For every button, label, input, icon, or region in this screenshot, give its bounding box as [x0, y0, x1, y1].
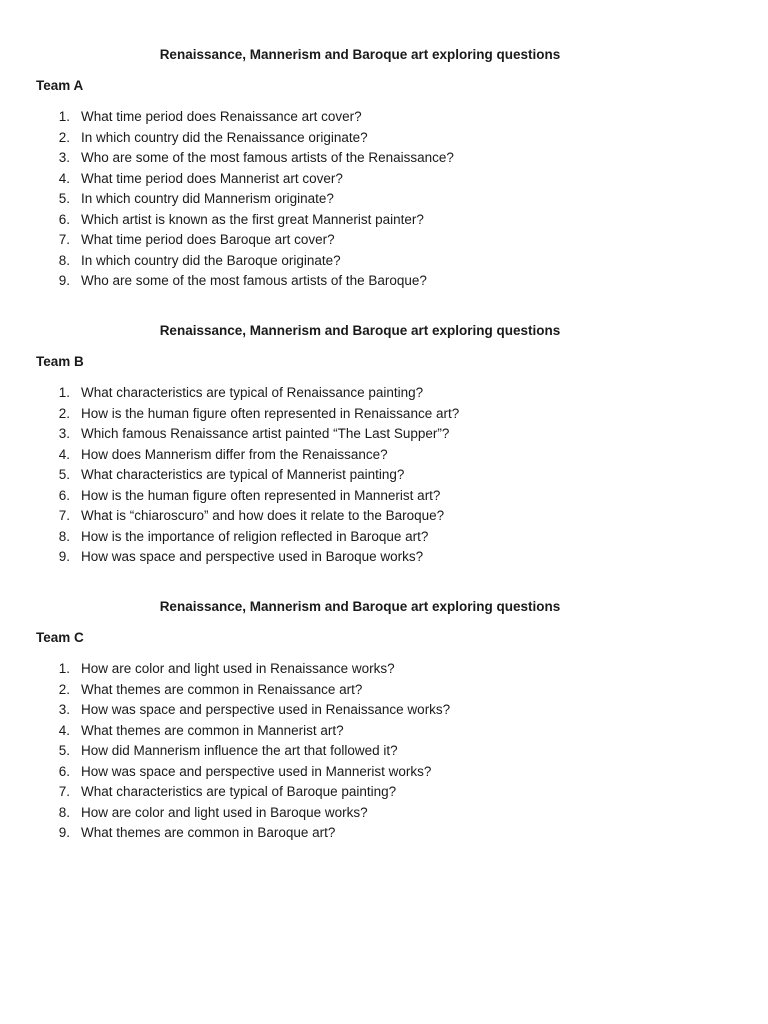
question-text: What characteristics are typical of Renaissance painting?: [81, 385, 424, 400]
question-text: How was space and perspective used in Renaissance works?: [81, 702, 451, 717]
question-number: 7.: [58, 232, 70, 247]
question-number: 1.: [58, 385, 70, 400]
question-number: 5.: [58, 743, 70, 758]
question-text: In which country did the Renaissance originate?: [81, 129, 368, 145]
question-text: What themes are common in Mannerist art?: [81, 722, 344, 738]
question-number: 1.: [58, 661, 70, 676]
question-number: 4.: [58, 446, 70, 462]
question-number: 6.: [58, 763, 70, 779]
question-number: 3.: [58, 702, 70, 717]
question-text: Which artist is known as the first great Mannerist painter?: [81, 211, 424, 227]
question-number: 9.: [58, 273, 70, 288]
question-number: 2.: [58, 129, 70, 145]
question-number: 8.: [58, 804, 70, 820]
question-number: 5.: [58, 191, 70, 206]
question-text: How was space and perspective used in Mannerist works?: [81, 763, 432, 779]
question-text: How was space and perspective used in Baroque works?: [81, 549, 424, 564]
question-text: In which country did Mannerism originate?: [81, 191, 334, 206]
question-text: What characteristics are typical of Mannerist painting?: [81, 467, 405, 482]
question-text: Which famous Renaissance artist painted “The Last Supper”?: [81, 426, 450, 441]
question-text: How does Mannerism differ from the Renaissance?: [81, 446, 388, 462]
question-text: How is the human figure often represented in Renaissance art?: [81, 405, 460, 421]
section-title: Renaissance, Mannerism and Baroque art exploring questions: [159, 599, 561, 614]
question-text: How did Mannerism influence the art that followed it?: [81, 743, 398, 758]
question-text: In which country did the Baroque originate?: [81, 252, 341, 268]
question-text: How is the human figure often represented in Mannerist art?: [81, 487, 441, 503]
question-text: What themes are common in Baroque art?: [81, 825, 336, 840]
question-text: How are color and light used in Renaissance works?: [81, 661, 395, 676]
question-text: What time period does Mannerist art cover?: [81, 170, 343, 186]
question-text: Who are some of the most famous artists of the Baroque?: [81, 273, 427, 288]
team-label: Team B: [36, 354, 84, 369]
question-number: 2.: [58, 681, 70, 697]
question-text: What time period does Renaissance art cover?: [81, 109, 362, 124]
question-text: What is “chiaroscuro” and how does it relate to the Baroque?: [81, 508, 445, 523]
question-number: 7.: [58, 784, 70, 799]
question-number: 5.: [58, 467, 70, 482]
question-text: What time period does Baroque art cover?: [81, 232, 335, 247]
question-number: 1.: [58, 109, 70, 124]
question-number: 3.: [58, 150, 70, 165]
question-number: 7.: [58, 508, 70, 523]
question-number: 3.: [58, 426, 70, 441]
question-text: What characteristics are typical of Baroque painting?: [81, 784, 397, 799]
question-number: 9.: [58, 825, 70, 840]
question-number: 8.: [58, 252, 70, 268]
section-title: Renaissance, Mannerism and Baroque art exploring questions: [159, 323, 561, 338]
team-label: Team C: [36, 630, 84, 645]
question-number: 6.: [58, 211, 70, 227]
question-number: 8.: [58, 528, 70, 544]
question-number: 6.: [58, 487, 70, 503]
question-text: How are color and light used in Baroque works?: [81, 804, 368, 820]
team-label: Team A: [36, 78, 84, 93]
section-title: Renaissance, Mannerism and Baroque art exploring questions: [159, 47, 561, 62]
question-number: 4.: [58, 722, 70, 738]
question-text: Who are some of the most famous artists of the Renaissance?: [81, 150, 454, 165]
question-number: 2.: [58, 405, 70, 421]
question-text: What themes are common in Renaissance art?: [81, 681, 363, 697]
question-number: 4.: [58, 170, 70, 186]
question-text: How is the importance of religion reflected in Baroque art?: [81, 528, 429, 544]
question-number: 9.: [58, 549, 70, 564]
